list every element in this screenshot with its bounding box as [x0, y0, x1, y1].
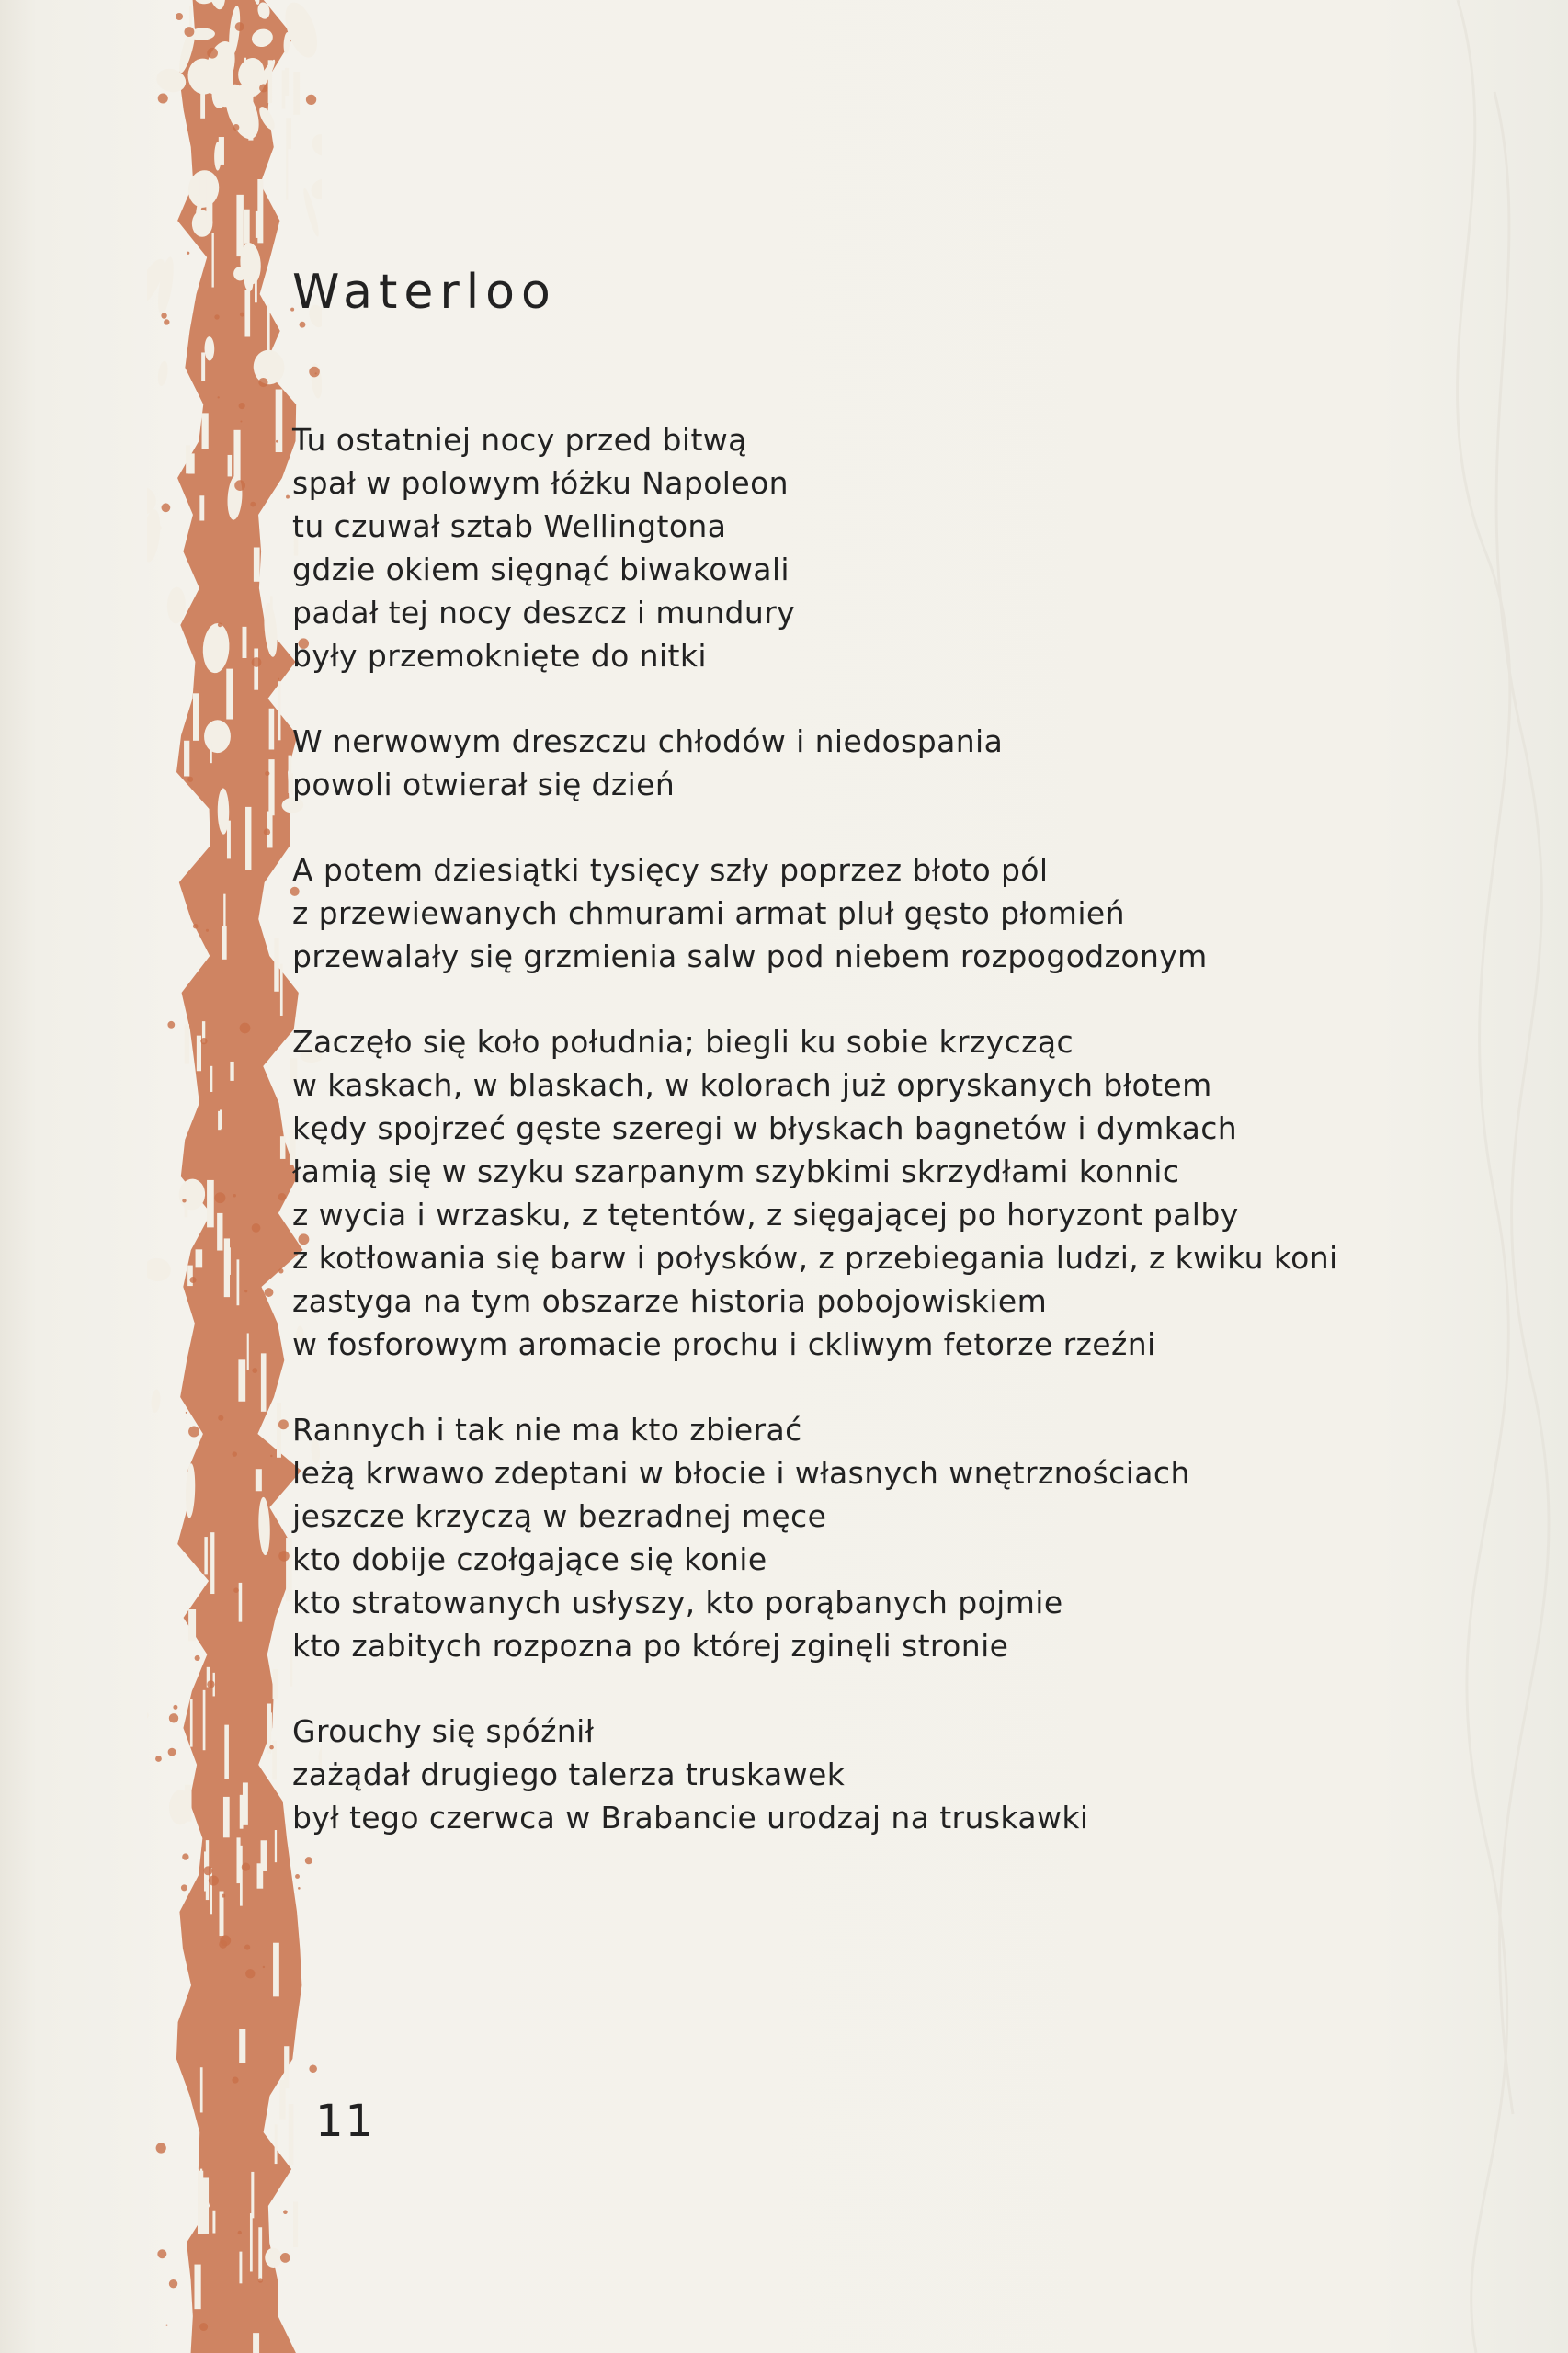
stanza	[292, 1408, 1441, 1667]
poem-line: jeszcze krzyczą w bezradnej męce	[292, 1498, 827, 1534]
poem-title: Waterloo	[292, 265, 557, 320]
poem-line: kto dobije czołgające się konie	[292, 1541, 767, 1577]
poem-line: spał w polowym łóżku Napoleon	[292, 465, 789, 501]
poem-line: z przewiewanych chmurami armat pluł gęsto płomień	[292, 895, 1125, 931]
poem-line: Rannych i tak nie ma kto zbierać	[292, 1412, 802, 1448]
stanza	[292, 720, 1441, 806]
stanza	[292, 1710, 1441, 1839]
poem-line: przewalały się grzmienia salw pod niebem rozpogodzonym	[292, 938, 1208, 974]
poem-body	[292, 418, 1441, 1881]
poem-line: kto zabitych rozpozna po której zginęli stronie	[292, 1628, 1009, 1664]
poem-line: Tu ostatniej nocy przed bitwą	[292, 422, 747, 458]
poem-line: Grouchy się spóźnił	[292, 1713, 595, 1749]
poem-line: z wycia i wrzasku, z tętentów, z sięgającej po horyzont palby	[292, 1197, 1239, 1233]
poem-line: łamią się w szyku szarpanym szybkimi skrzydłami konnic	[292, 1154, 1180, 1189]
poem-line: kto stratowanych usłyszy, kto porąbanych pojmie	[292, 1585, 1063, 1620]
poem-line: w kaskach, w blaskach, w kolorach już opryskanych błotem	[292, 1067, 1212, 1103]
poem-line: w fosforowym aromacie prochu i ckliwym fetorze rzeźni	[292, 1326, 1156, 1362]
poem-line: był tego czerwca w Brabancie urodzaj na truskawki	[292, 1800, 1089, 1836]
poem-line: zażądał drugiego talerza truskawek	[292, 1756, 846, 1792]
stanza	[292, 418, 1441, 677]
stanza	[292, 1020, 1441, 1366]
stanza	[292, 848, 1441, 978]
poem-line: padał tej nocy deszcz i mundury	[292, 595, 796, 631]
poem-line: leżą krwawo zdeptani w błocie i własnych wnętrznościach	[292, 1455, 1190, 1491]
poem-line: były przemoknięte do nitki	[292, 638, 707, 674]
poem-line: gdzie okiem sięgnąć biwakowali	[292, 551, 790, 587]
poem-line: z kotłowania się barw i połysków, z przebiegania ludzi, z kwiku koni	[292, 1240, 1338, 1276]
poem-line: A potem dziesiątki tysięcy szły poprzez błoto pól	[292, 852, 1049, 888]
poem-line: kędy spojrzeć gęste szeregi w błyskach bagnetów i dymkach	[292, 1110, 1238, 1146]
page-number: 11	[315, 2096, 376, 2147]
poem-line: zastyga na tym obszarze historia pobojowiskiem	[292, 1283, 1048, 1319]
poem-line: powoli otwierał się dzień	[292, 767, 676, 802]
poem-line: W nerwowym dreszczu chłodów i niedospania	[292, 723, 1004, 759]
poem-line: Zaczęło się koło południa; biegli ku sobie krzycząc	[292, 1024, 1074, 1060]
poem-line: tu czuwał sztab Wellingtona	[292, 508, 727, 544]
